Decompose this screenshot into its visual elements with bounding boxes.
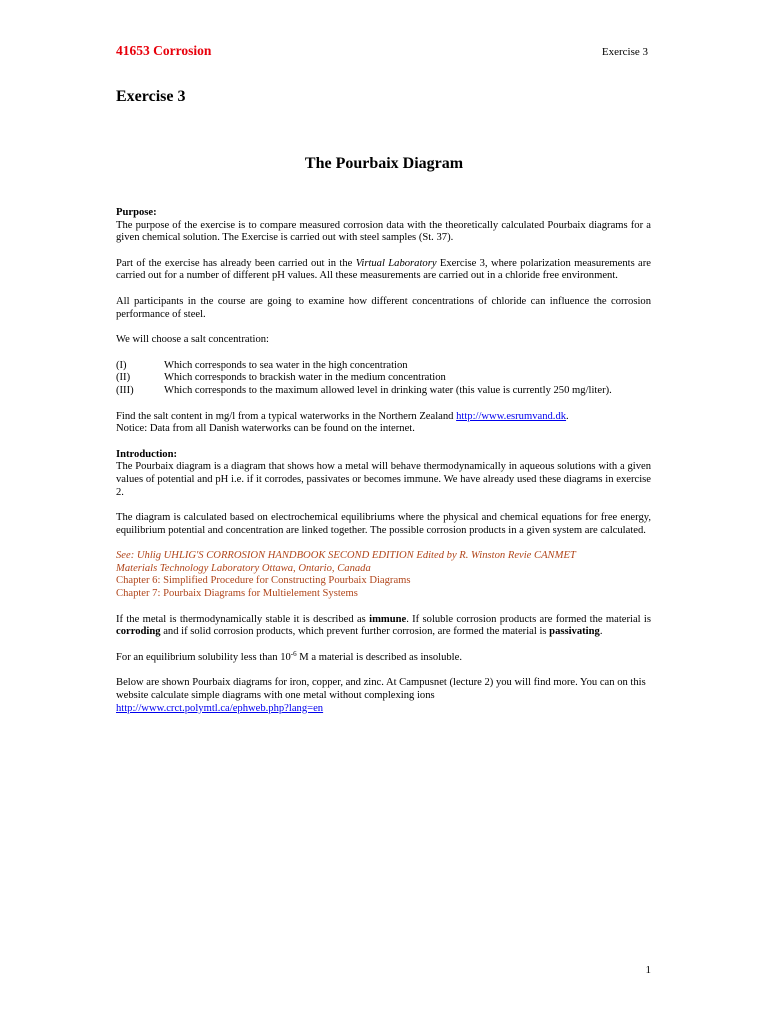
list-item-number: (III) (116, 384, 134, 396)
stability-text-4: . (599, 626, 603, 638)
ephweb-link[interactable]: http://www.crct.polymtl.ca/ephweb.php?lang=en (116, 702, 324, 714)
virtual-lab-text-start: Part of the exercise has already been carried out in the (116, 257, 356, 269)
introduction-label: Introduction: (116, 448, 178, 460)
choose-paragraph: We will choose a salt concentration: (116, 334, 269, 346)
list-item-text: Which corresponds to brackish water in the medium concentration (164, 372, 446, 384)
find-salt-text: Find the salt content in mg/l from a typical waterworks in the Northern Zealand (116, 410, 457, 422)
reference-chapter-7: Chapter 7: Pourbaix Diagrams for Multielement Systems (116, 588, 358, 600)
exercise-header: Exercise 3 (601, 46, 648, 58)
stability-text-3: and if solid corrosion products, which prevent further corrosion, are formed the material is (160, 626, 550, 638)
list-item (116, 360, 651, 373)
course-header: 41653 Corrosion (116, 43, 212, 58)
stability-text-2: . If soluble corrosion products are formed the material is (406, 613, 652, 625)
virtual-lab-paragraph (116, 258, 651, 283)
virtual-lab-text-end: Exercise 3, where polarization measurements are carried out for a number of different pH values. All these measurements are carried out in a chloride free environment. (116, 257, 651, 282)
list-item-number: (I) (116, 359, 127, 371)
diagrams-paragraph (116, 677, 651, 715)
list-item-text: Which corresponds to the maximum allowed level in drinking water (this value is currently 250 mg/liter). (164, 384, 612, 396)
list-item-number: (II) (116, 372, 131, 384)
immune-term: immune (369, 613, 407, 625)
stability-text-1: If the metal is thermodynamically stable it is described as (116, 613, 370, 625)
purpose-section (116, 207, 651, 245)
solubility-text-start: For an equilibrium solubility less than 10 (116, 651, 291, 663)
notice-paragraph: Notice: Data from all Danish waterworks can be found on the internet. (116, 423, 415, 435)
passivating-term: passivating (549, 626, 600, 638)
purpose-text: The purpose of the exercise is to compare measured corrosion data with the theoretically calculated Pourbaix diagrams for a given chemical solution. The Exercise is carried out with steel samples (St. 37). (116, 219, 651, 244)
reference-line-1: See: Uhlig UHLIG'S CORROSION HANDBOOK SECOND EDITION Edited by R. Winston Revie CANMET (116, 550, 576, 562)
introduction-section (116, 449, 651, 499)
solubility-paragraph (116, 649, 651, 665)
page-number: 1 (645, 964, 651, 976)
diagrams-text: Below are shown Pourbaix diagrams for iron, copper, and zinc. At Campusnet (lecture 2) you will find more. You can on this website calculate simple diagrams with one metal without complexing ions (116, 677, 646, 702)
find-salt-paragraph (116, 411, 651, 424)
list-item (116, 372, 651, 385)
solubility-exponent: -6 (290, 649, 297, 658)
participants-paragraph: All participants in the course are going to examine how different concentrations of chloride can influence the corrosion performance of steel. (116, 295, 651, 320)
list-item (116, 385, 651, 398)
solubility-text-end: M a material is described as insoluble. (296, 651, 462, 663)
document-title: The Pourbaix Diagram (304, 155, 464, 172)
virtual-lab-italic: Virtual Laboratory (355, 257, 437, 269)
calculation-paragraph: The diagram is calculated based on electrochemical equilibriums where the physical and chemical equations for free energy, equilibrium potential and concentration are linked together. The possible corrosion products in a given system are calculated. (116, 512, 651, 536)
document-body (116, 207, 651, 728)
reference-line-2: Materials Technology Laboratory Ottawa, Ontario, Canada (116, 562, 371, 574)
stability-paragraph (116, 614, 651, 639)
corroding-term: corroding (116, 626, 161, 638)
exercise-heading: Exercise 3 (116, 88, 186, 105)
concentration-list (116, 360, 651, 398)
find-salt-end: . (566, 410, 569, 422)
esrumvand-link[interactable]: http://www.esrumvand.dk (456, 410, 567, 422)
reference-chapter-6: Chapter 6: Simplified Procedure for Constructing Pourbaix Diagrams (116, 575, 411, 587)
purpose-label: Purpose: (116, 207, 157, 218)
reference-block (116, 550, 651, 600)
list-item-text: Which corresponds to sea water in the high concentration (164, 359, 408, 371)
introduction-text: The Pourbaix diagram is a diagram that shows how a metal will behave thermodynamically in aqueous solutions with a given values of potential and pH i.e. if it corrodes, passivates or becomes immune. We have already used these diagrams in exercise 2. (116, 461, 651, 498)
